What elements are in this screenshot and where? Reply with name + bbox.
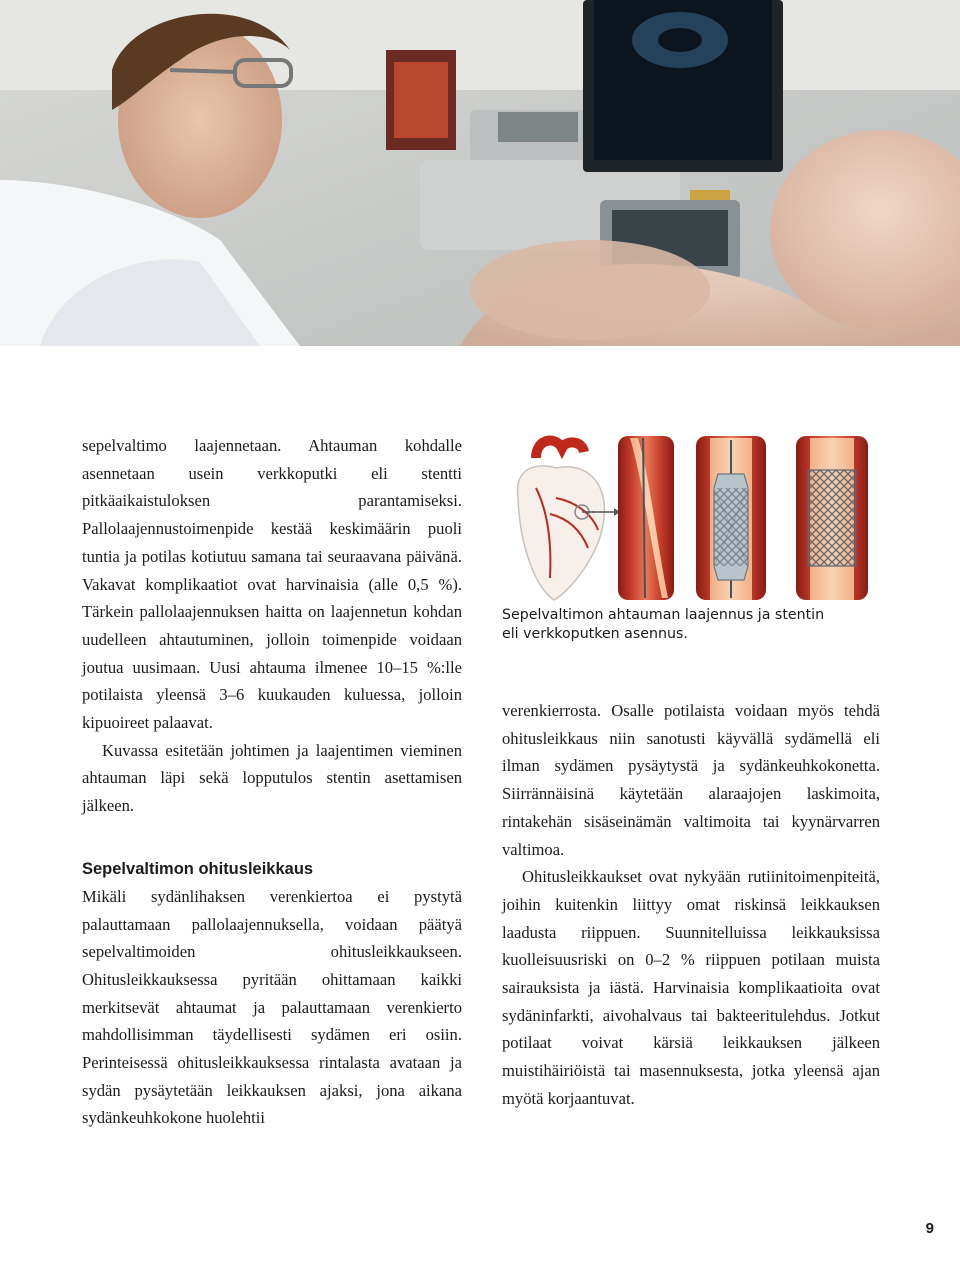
paragraph-balloon-angioplasty: sepelvaltimo laajennetaan. Ahtauman kohdalle asennetaan usein verkkoputki eli stentti pitkäaikaistuloksen parantamiseksi. Pallolaajennustoimenpide kestää keskimäärin puoli tuntia ja potilas kotiutuu samana tai seuraavana päivänä. Vakavat komplikaatiot ovat harvinaisia (alle 0,5 %). Tärkein pallolaajennuksen haitta on laajennetun kohdan uudelleen ahtautuminen, jolloin toimenpide voidaan joutua uusimaan. Uusi ahtauma ilmenee 10–15 %:lle potilaista yleensä 3–6 kuukauden kuluessa, jolloin kipuoireet palaavat.: [82, 436, 462, 733]
figure-caption: [502, 606, 882, 644]
vessel-with-guidewire: [618, 436, 674, 600]
stent-procedure-svg: [496, 418, 880, 606]
paragraph-off-pump-bypass: verenkierrosta. Osalle potilaista voidaan myös tehdä ohitusleikkaus niin sanotusti käyvällä sydämellä eli ilman sydämen pysäytystä ja sydänkeuhkokonetta. Siirrännäisinä käytetään alaraajojen laskimoita, rintakehän sisäseinämän valtimoita tai kyynärvarren valtimoa.: [502, 701, 880, 859]
figure-caption-line2: eli verkkoputken asennus.: [502, 626, 688, 642]
paragraph-figure-description: Kuvassa esitetään johtimen ja laajentimen vieminen ahtauman läpi sekä lopputulos stentin asettamisen jälkeen.: [82, 740, 462, 816]
paragraph-bypass-risks: Ohitusleikkaukset ovat nykyään rutiinitoimenpiteitä, joihin kuitenkin liittyy omat riskinsä leikkauksen laadusta riippuen. Suunnitelluissa leikkauksissa kuolleisuusriski on 0–2 % riippuen potilaan muista sairauksista ja iästä. Harvinaisia komplikaatioita ovat sydäninfarkti, aivohalvaus tai bakteeritulehdus. Jotkut potilaat voivat kärsiä leikkauksen jälkeen muistihäiriöistä tai masennuksesta, jotka yleensä ajan myötä korjaantuvat.: [502, 867, 880, 1108]
heart-icon: [518, 441, 605, 600]
page-number: 9: [925, 1220, 934, 1237]
vessel-with-stent: [796, 436, 868, 600]
figure-caption-line1: Sepelvaltimon ahtauman laajennus ja stentin: [502, 607, 825, 623]
header-photo: [0, 0, 960, 346]
section-heading-bypass-surgery: Sepelvaltimon ohitusleikkaus: [82, 859, 314, 878]
right-column: [502, 697, 880, 1113]
doctor-ultrasound-photo: [0, 0, 960, 346]
left-column: [82, 432, 462, 1132]
stent-illustration: [496, 418, 880, 606]
paragraph-bypass-surgery: Mikäli sydänlihaksen verenkiertoa ei pystytä palauttamaan pallolaajennuksella, voidaan päätyä sepelvaltimoiden ohitusleikkaukseen. Ohitusleikkauksessa pyritään ohittamaan kaikki merkitsevät ahtaumat ja palauttamaan verenkierto mahdollisimman täydellisesti sydämen eri osiin. Perinteisessä ohitusleikkauksessa rintalasta avataan ja sydän pysäytetään leikkauksen ajaksi, jona aikana sydänkeuhkokone huolehtii: [82, 886, 462, 1128]
vessel-with-balloon: [696, 436, 766, 600]
